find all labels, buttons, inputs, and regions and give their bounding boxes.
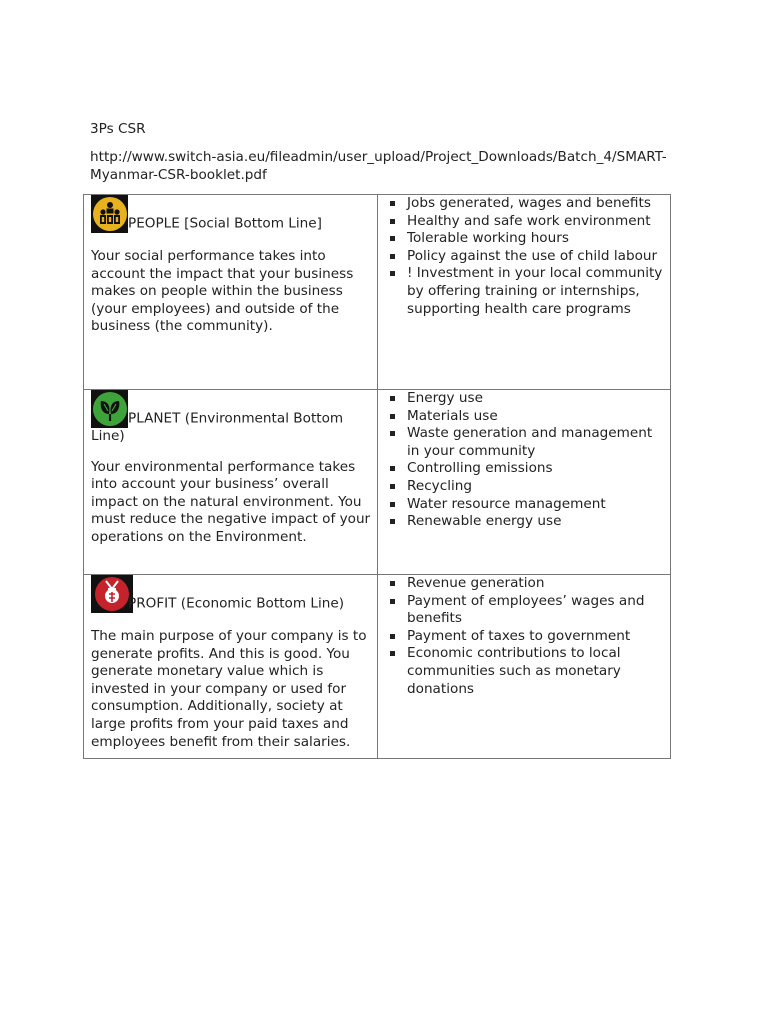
profit-bullets-cell: [378, 575, 671, 759]
list-item: Healthy and safe work environment: [407, 213, 664, 231]
people-bullet-list: [385, 195, 664, 318]
profit-heading-line: [91, 575, 371, 615]
planet-heading-line: [91, 390, 371, 446]
list-item: Jobs generated, wages and benefits: [407, 195, 664, 213]
leaf-icon: [91, 390, 128, 428]
people-heading-line: [91, 195, 371, 235]
list-item: Water resource management: [407, 496, 664, 514]
people-icon: [91, 195, 128, 233]
list-item: Renewable energy use: [407, 513, 664, 531]
table-row-planet: [84, 390, 671, 575]
list-item: Economic contributions to local communities such as monetary donations: [407, 645, 664, 698]
people-cell: [84, 195, 378, 390]
list-item: Waste generation and management in your community: [407, 425, 664, 460]
planet-heading: PLANET (Environmental Bottom Line): [91, 410, 344, 444]
list-item: Controlling emissions: [407, 460, 664, 478]
page-title: 3Ps CSR: [90, 121, 146, 137]
table-row-people: [84, 195, 671, 390]
people-bullets-cell: [378, 195, 671, 390]
planet-bullet-list: [385, 390, 664, 531]
planet-bullets-cell: [378, 390, 671, 575]
list-item: Revenue generation: [407, 575, 664, 593]
profit-description: The main purpose of your company is to generate profits. And this is good. You generate monetary value which is invested in your company or used for consumption. Additionally, society at large profits from your paid taxes and employees benefit from their salaries.: [91, 628, 367, 750]
planet-cell: [84, 390, 378, 575]
list-item: Recycling: [407, 478, 664, 496]
planet-description: Your environmental performance takes into account your business’ overall impact on the natural environment. You must reduce the negative impact of your operations on the Environment.: [91, 458, 371, 545]
money-icon: [91, 575, 128, 613]
profit-cell: [84, 575, 378, 759]
csr-table: [83, 194, 671, 759]
list-item: Energy use: [407, 390, 664, 408]
people-description: Your social performance takes into account the impact that your business makes on people within the business (your employees) and outside of the business (the community).: [91, 248, 354, 335]
list-item: Materials use: [407, 408, 664, 426]
list-item: Payment of employees’ wages and benefits: [407, 593, 664, 628]
source-url: http://www.switch-asia.eu/fileadmin/user_upload/Project_Downloads/Batch_4/SMART-Myanmar-CSR-booklet.pdf: [90, 149, 667, 183]
list-item: Payment of taxes to government: [407, 628, 664, 646]
list-item: Tolerable working hours: [407, 230, 664, 248]
profit-bullet-list: [385, 575, 664, 698]
list-item: ! Investment in your local community by offering training or internships, supporting health care programs: [407, 265, 663, 317]
list-item: Policy against the use of child labour: [407, 248, 664, 266]
people-heading: PEOPLE [Social Bottom Line]: [128, 215, 322, 232]
table-row-profit: [84, 575, 671, 759]
profit-heading: PROFIT (Economic Bottom Line): [128, 595, 345, 612]
